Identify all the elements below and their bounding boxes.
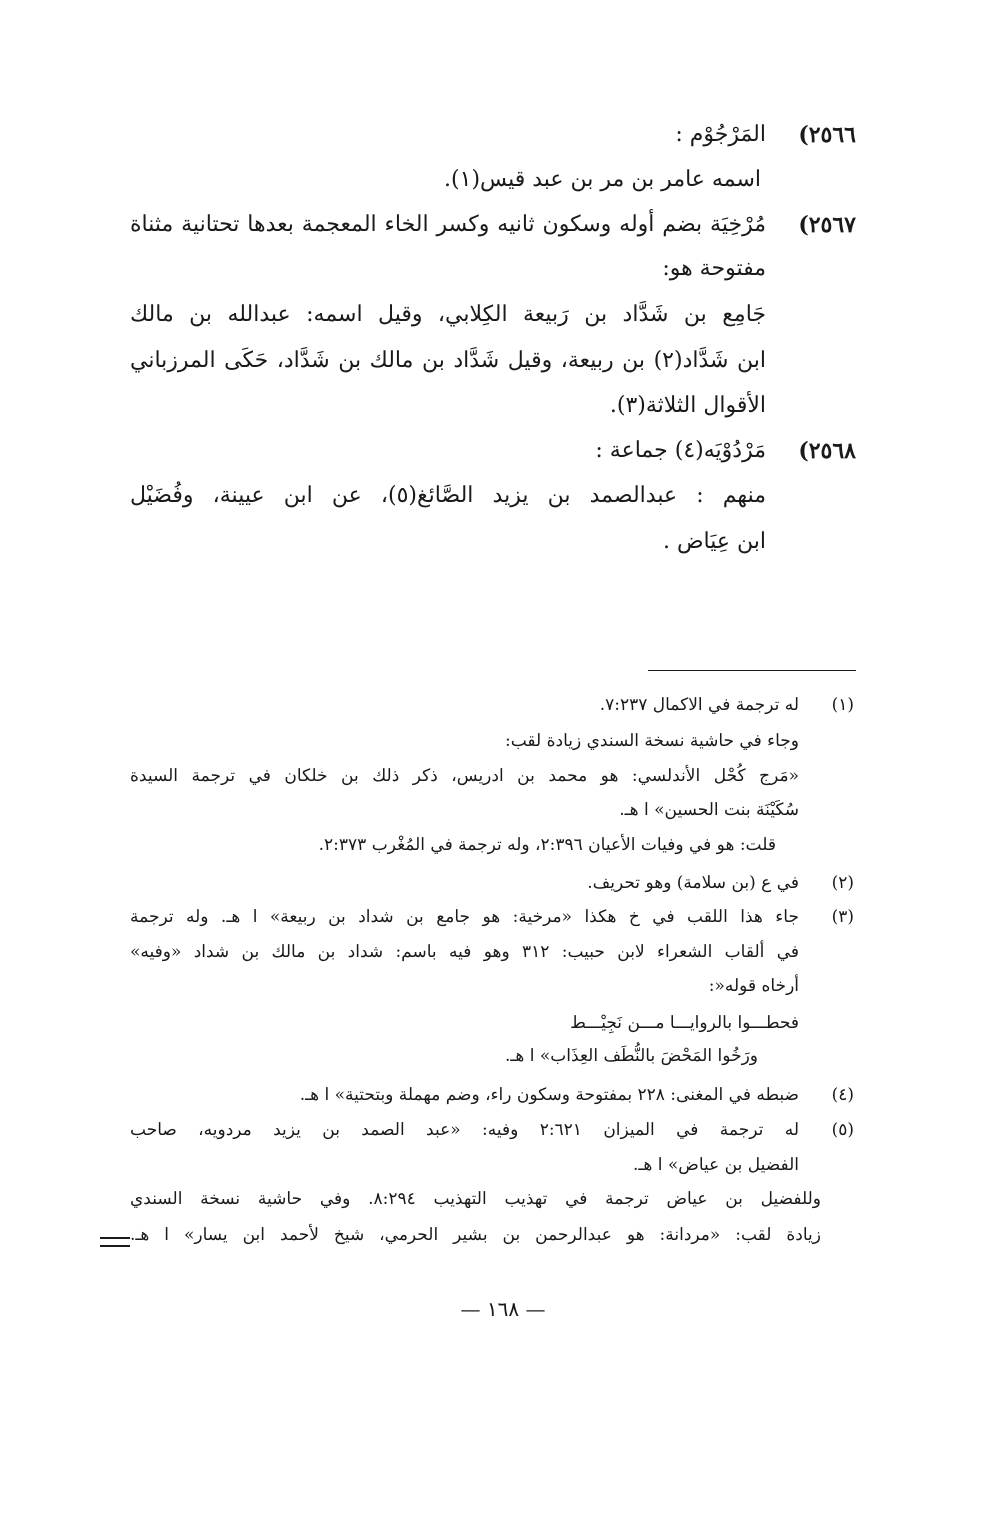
footnote-poem-line: فحطـــوا بالروايـــا مـــن نَجِيْـــط: [570, 1013, 799, 1033]
footnote-line: زيادة لقب: «مردانة: هو عبدالرحمن بن بشير الحرمي، شيخ لأحمد ابن يسار» ا هـ.: [130, 1225, 821, 1245]
footnote-separator: [648, 670, 856, 671]
entry-heading: المَرْجُوْم :: [675, 122, 766, 147]
entry-heading: مَرْدُوْيَه(٤) جماعة :: [595, 438, 766, 463]
entry-text-line: اسمه عامر بن مر بن عبد قيس(١).: [444, 167, 761, 192]
entry-text-line: ابن شَدَّاد(٢) بن ربيعة، وقيل شَدَّاد بن مالك بن شَدَّاد، حَكَى المرزباني: [130, 348, 766, 373]
footnote-line: في ع (بن سلامة) وهو تحريف.: [587, 873, 799, 893]
entry-text-line: منهم : عبدالصمد بن يزيد الصَّائغ(٥)، عن ابن عيينة، وفُضَيْل: [130, 483, 766, 508]
entry-text-line: مفتوحة هو:: [662, 256, 766, 281]
entry-heading: مُرْخِيَة بضم أوله وسكون ثانيه وكسر الخاء المعجمة بعدها تحتانية مثناة: [130, 212, 766, 237]
footnote-line: الفضيل بن عياض» ا هـ.: [632, 1155, 799, 1175]
footnote-marker: (٥): [831, 1120, 854, 1140]
entry-text-line: ابن عِيَاض .: [662, 529, 766, 554]
footnote-line: له ترجمة في الاكمال ٧:٢٣٧.: [599, 695, 799, 715]
footnote-line: وللفضيل بن عياض ترجمة في تهذيب التهذيب ٨:٢٩٤. وفي حاشية نسخة السندي: [130, 1189, 821, 1209]
entry-text-line: جَامِع بن شَدَّاد بن رَبيعة الكِلابي، وقيل اسمه: عبدالله بن مالك: [130, 302, 766, 327]
footnote-line: جاء هذا اللقب في خ هكذا «مرخية: هو جامع بن شداد بن ربيعة» ا هـ. وله ترجمة: [130, 907, 799, 927]
footnote-line: له ترجمة في الميزان ٢:٦٢١ وفيه: «عبد الصمد بن يزيد مردويه، صاحب: [130, 1120, 799, 1140]
footnote-line: سُكَيْنَة بنت الحسين» ا هـ.: [619, 800, 799, 820]
footnote-line: أرخاه قوله«:: [708, 976, 799, 996]
entry-number: ٢٥٦٧): [798, 212, 856, 238]
entry-number: ٢٥٦٦): [798, 122, 856, 148]
entry-number: ٢٥٦٨): [798, 438, 856, 464]
continuation-mark: [100, 1237, 130, 1247]
footnote-line: قلت: هو في وفيات الأعيان ٢:٣٩٦، وله ترجمة في المُغْرب ٢:٣٧٣.: [318, 835, 776, 855]
footnote-poem-line: ورَخُوا المَحْضَ بالنُّطَف العِذَاب» ا هـ.: [505, 1046, 758, 1066]
footnote-line: «مَرج كُحْل الأندلسي: هو محمد بن ادريس، ذكر ذلك بن خلكان في ترجمة السيدة: [130, 766, 799, 786]
footnote-marker: (٢): [831, 873, 854, 893]
footnote-marker: (٣): [831, 907, 854, 927]
footnote-line: ضبطه في المغنى: ٢٢٨ بمفتوحة وسكون راء، وضم مهملة وبتحتية» ا هـ.: [299, 1085, 799, 1105]
footnote-line: وجاء في حاشية نسخة السندي زيادة لقب:: [505, 731, 799, 751]
footnote-line: في ألقاب الشعراء لابن حبيب: ٣١٢ وهو فيه باسم: شداد بن مالك بن شداد «وفيه»: [130, 942, 799, 962]
entry-text-line: الأقوال الثلاثة(٣).: [609, 393, 766, 418]
footnote-marker: (٤): [831, 1085, 854, 1105]
page-number: — ١٦٨ —: [460, 1297, 546, 1321]
footnote-marker: (١): [831, 695, 854, 715]
